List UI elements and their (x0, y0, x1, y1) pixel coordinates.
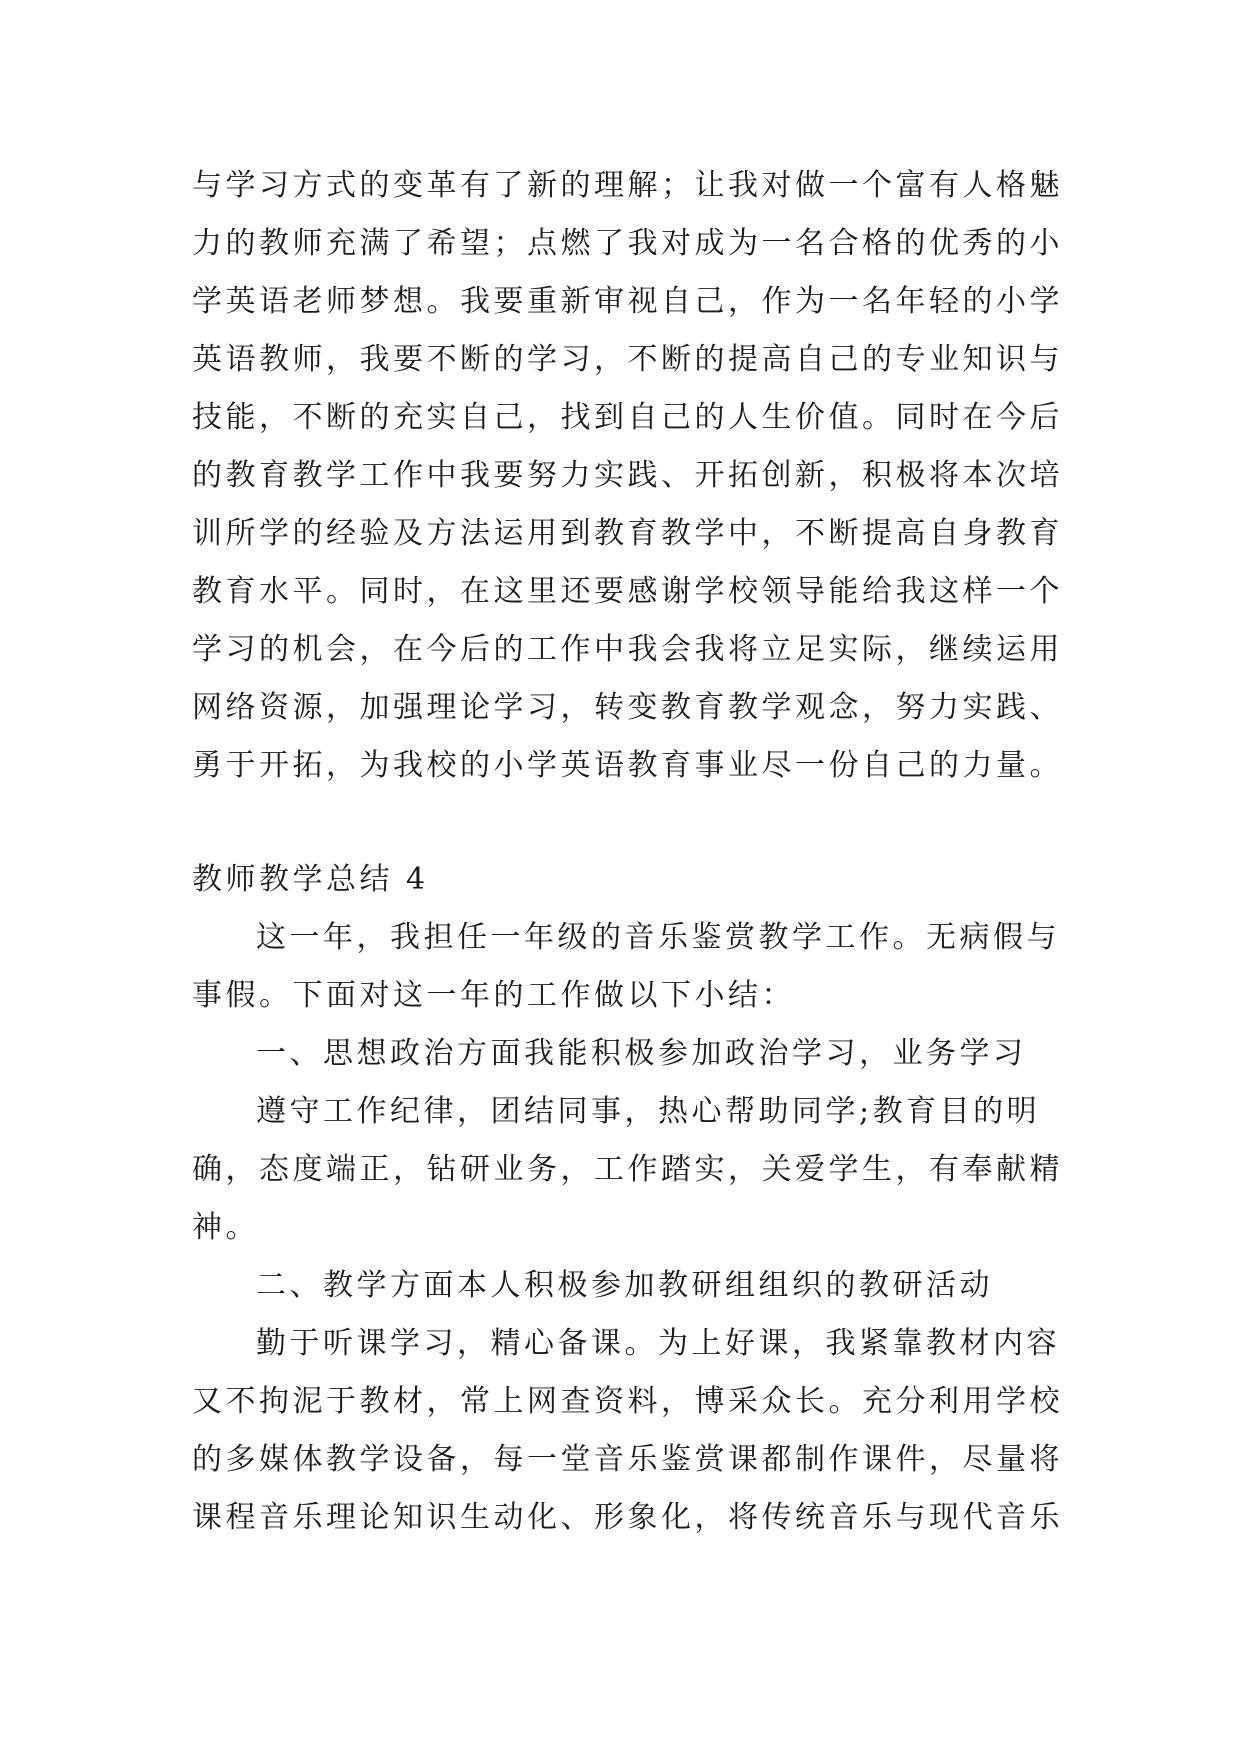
body-text-line: 又不拘泥于教材，常上网查资料，博采众长。充分利用学校 (192, 1384, 1063, 1419)
body-text-line: 确，态度端正，钻研业务，工作踏实，关爱学生，有奉献精 (192, 1152, 1063, 1187)
body-text-line: 事假。下面对这一年的工作做以下小结： (192, 978, 795, 1013)
subheading: 一、思想政治方面我能积极参加政治学习，业务学习 (256, 1036, 1027, 1071)
body-text-line: 遵守工作纪律，团结同事，热心帮助同学;教育目的明 (256, 1094, 1041, 1129)
body-text-line: 与学习方式的变革有了新的理解；让我对做一个富有人格魅 (192, 168, 1063, 203)
body-text-line: 学英语老师梦想。我要重新审视自己，作为一名年轻的小学 (192, 284, 1063, 319)
body-text-line: 教育水平。同时，在这里还要感谢学校领导能给我这样一个 (192, 574, 1063, 609)
body-text-line: 神。 (192, 1210, 259, 1245)
subheading: 二、教学方面本人积极参加教研组组织的教研活动 (256, 1268, 993, 1303)
body-text-line: 英语教师，我要不断的学习，不断的提高自己的专业知识与 (192, 342, 1063, 377)
body-text-line: 学习的机会，在今后的工作中我会我将立足实际，继续运用 (192, 632, 1063, 667)
body-text-line: 的教育教学工作中我要努力实践、开拓创新，积极将本次培 (192, 458, 1063, 493)
body-text-line: 技能，不断的充实自己，找到自己的人生价值。同时在今后 (192, 400, 1063, 435)
section-title: 教师教学总结 4 (192, 862, 429, 897)
body-text-line: 训所学的经验及方法运用到教育教学中，不断提高自身教育 (192, 516, 1063, 551)
body-text-line: 勤于听课学习，精心备课。为上好课，我紧靠教材内容 (256, 1326, 1060, 1361)
body-text-line: 勇于开拓，为我校的小学英语教育事业尽一份自己的力量。 (192, 748, 1063, 783)
body-text-line: 力的教师充满了希望；点燃了我对成为一名合格的优秀的小 (192, 226, 1063, 261)
body-text-line: 课程音乐理论知识生动化、形象化，将传统音乐与现代音乐 (192, 1500, 1063, 1535)
body-text-line: 这一年，我担任一年级的音乐鉴赏教学工作。无病假与 (256, 920, 1060, 955)
body-text-line: 网络资源，加强理论学习，转变教育教学观念，努力实践、 (192, 690, 1063, 725)
body-text-line: 的多媒体教学设备，每一堂音乐鉴赏课都制作课件，尽量将 (192, 1442, 1063, 1477)
